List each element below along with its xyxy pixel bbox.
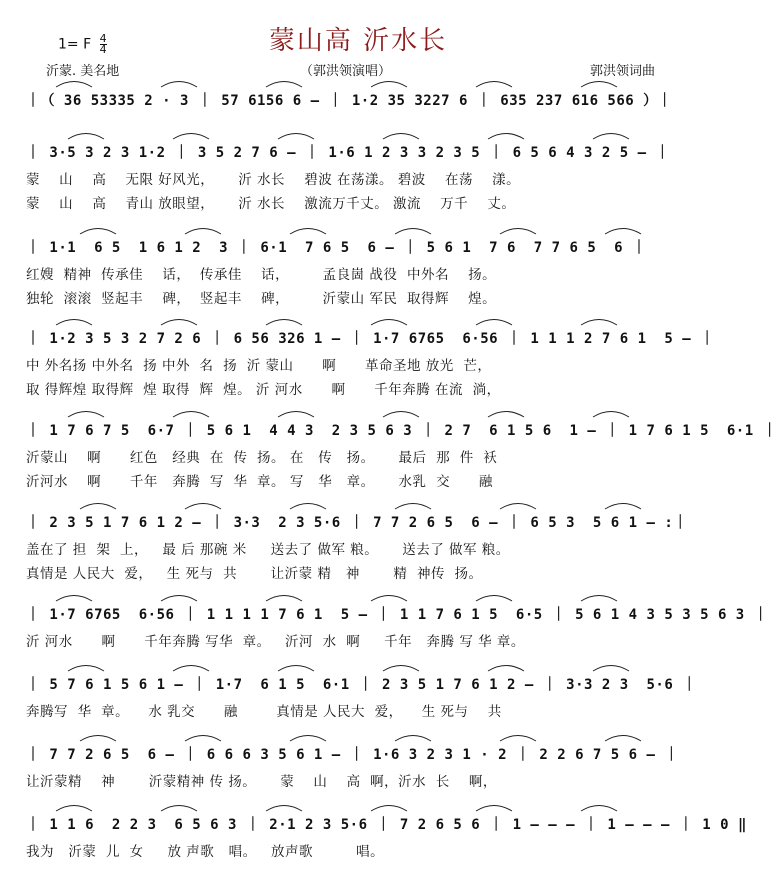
slur-arc [161, 806, 197, 812]
lyric-line: 让沂蒙精 神 沂蒙精神 传 扬。 蒙 山 高 啊，沂水 长 啊， [26, 774, 497, 790]
notation-line: ｜（ 36 53335 2 · 3 ｜ 57 6156 6 – ｜ 1·2 35 3227 6 ｜ 635 237 616 566 ）｜ [26, 93, 673, 109]
lyric-line: 奔腾写 华 章。 水 乳交 融 真情是 人民大 爱， 生 死与 共 [26, 704, 502, 720]
slur-arc [56, 320, 92, 326]
slur-marks [26, 76, 686, 88]
slur-marks [26, 128, 686, 140]
slur-arc [80, 504, 116, 510]
lyricist-credit: 沂蒙. 美名地 [46, 64, 120, 79]
slur-arc [476, 806, 512, 812]
slur-arc [488, 134, 524, 140]
slur-arc [161, 82, 197, 88]
slur-arc [56, 82, 92, 88]
lyric-line: 取 得辉煌 取得辉 煌 取得 辉 煌。 沂 河水 啊 千年奔腾 在流 淌， [26, 382, 501, 398]
notation-line: ｜ 1·1 6 5 1 6 1 2 3 ｜ 6·1 7 6 5 6 – ｜ 5 6 1 7 6 7 7 6 5 6 ｜ [26, 240, 647, 256]
notation-line: ｜ 7 7 2 6 5 6 – ｜ 6 6 6 3 5 6 1 – ｜ 1·6 3 2 3 1 · 2 ｜ 2 2 6 7 5 6 – ｜ [26, 747, 679, 763]
slur-arc [161, 596, 197, 602]
slur-arc [581, 82, 617, 88]
slur-arc [185, 229, 221, 235]
slur-arc [395, 736, 431, 742]
slur-arc [56, 806, 92, 812]
slur-arc [593, 666, 629, 672]
key-signature [58, 34, 107, 55]
slur-marks [26, 406, 686, 418]
slur-marks [26, 498, 686, 510]
lyric-line: 沂 河水 啊 千年奔腾 写华 章。 沂河 水 啊 千年 奔腾 写 华 章。 [26, 634, 525, 650]
notation-line: ｜ 3·5 3 2 3 1·2 ｜ 3 5 2 7 6 – ｜ 1·6 1 2 3 3 2 3 5 ｜ 6 5 6 4 3 2 5 – ｜ [26, 145, 670, 161]
slur-arc [581, 806, 617, 812]
slur-arc [395, 504, 431, 510]
slur-arc [56, 596, 92, 602]
slur-arc [476, 82, 512, 88]
key-label: 1= F [58, 36, 92, 53]
slur-arc [593, 134, 629, 140]
singer-credit: （郭洪领演唱） [300, 64, 392, 79]
time-denominator: 4 [99, 43, 107, 56]
slur-marks [26, 660, 686, 672]
composer-credit: 郭洪领词曲 [590, 64, 656, 79]
lyric-line: 中 外名扬 中外名 扬 中外 名 扬 沂 蒙山 啊 革命圣地 放光 芒， [26, 358, 492, 374]
time-numerator: 4 [99, 32, 107, 45]
slur-arc [581, 320, 617, 326]
slur-arc [290, 736, 326, 742]
slur-arc [371, 806, 407, 812]
lyric-line: 我为 沂蒙 儿 女 放 声歌 唱。 放声歌 唱。 [26, 844, 385, 860]
slur-arc [488, 666, 524, 672]
slur-arc [68, 134, 104, 140]
slur-arc [173, 666, 209, 672]
notation-line: ｜ 1·2 3 5 3 2 7 2 6 ｜ 6 56 326 1 – ｜ 1·7 6765 6·56 ｜ 1 1 1 2 7 6 1 5 – ｜ [26, 331, 715, 347]
slur-arc [581, 596, 617, 602]
song-title: 蒙山高 沂水长 [268, 26, 448, 56]
slur-marks [26, 314, 686, 326]
slur-arc [593, 412, 629, 418]
slur-arc [266, 320, 302, 326]
slur-arc [80, 736, 116, 742]
slur-arc [371, 82, 407, 88]
slur-arc [500, 736, 536, 742]
slur-arc [68, 666, 104, 672]
slur-arc [371, 596, 407, 602]
lyric-line: 蒙 山 高 无限 好风光， 沂 水长 碧波 在荡漾。 碧波 在荡 漾。 [26, 172, 521, 188]
lyric-line: 盖在了 担 架 上， 最 后 那碗 米 送去了 做军 粮。 送去了 做军 粮。 [26, 542, 510, 558]
lyric-line: 蒙 山 高 青山 放眼望， 沂 水长 激流万千丈。 激流 万千 丈。 [26, 196, 516, 212]
notation-line: ｜ 1 1 6 2 2 3 6 5 6 3 ｜ 2·1 2 3 5·6 ｜ 7 2 6 5 6 ｜ 1 – – – ｜ 1 – – – ｜ 1 0 ‖ [26, 817, 747, 833]
notation-line: ｜ 1 7 6 7 5 6·7 ｜ 5 6 1 4 4 3 2 3 5 6 3 ｜ 2 7 6 1 5 6 1 – ｜ 1 7 6 1 5 6·1 ｜ [26, 423, 777, 439]
slur-arc [185, 504, 221, 510]
slur-arc [290, 229, 326, 235]
slur-arc [383, 134, 419, 140]
slur-arc [500, 504, 536, 510]
slur-arc [395, 229, 431, 235]
slur-arc [266, 82, 302, 88]
slur-marks [26, 800, 686, 812]
slur-arc [383, 412, 419, 418]
slur-arc [605, 229, 641, 235]
lyric-line: 独轮 滚滚 竖起丰 碑， 竖起丰 碑， 沂蒙山 军民 取得辉 煌。 [26, 291, 497, 307]
slur-marks [26, 590, 686, 602]
slur-arc [290, 504, 326, 510]
lyric-line: 沂蒙山 啊 红色 经典 在 传 扬。 在 传 扬。 最后 那 件 袄 [26, 450, 498, 466]
notation-line: ｜ 1·7 6765 6·56 ｜ 1 1 1 1 7 6 1 5 – ｜ 1 1 7 6 1 5 6·5 ｜ 5 6 1 4 3 5 3 5 6 3 ｜ [26, 607, 769, 623]
notation-line: ｜ 5 7 6 1 5 6 1 – ｜ 1·7 6 1 5 6·1 ｜ 2 3 5 1 7 6 1 2 – ｜ 3·3 2 3 5·6 ｜ [26, 677, 697, 693]
slur-arc [266, 596, 302, 602]
slur-arc [500, 229, 536, 235]
time-signature [100, 34, 107, 55]
slur-arc [278, 412, 314, 418]
slur-arc [68, 412, 104, 418]
slur-arc [161, 320, 197, 326]
slur-marks [26, 730, 686, 742]
notation-line: ｜ 2 3 5 1 7 6 1 2 – ｜ 3·3 2 3 5·6 ｜ 7 7 2 6 5 6 – ｜ 6 5 3 5 6 1 – :｜ [26, 515, 688, 531]
slur-arc [605, 736, 641, 742]
slur-arc [80, 229, 116, 235]
slur-arc [173, 412, 209, 418]
lyric-line: 沂河水 啊 千年 奔腾 写 华 章。 写 华 章。 水乳 交 融 [26, 474, 493, 490]
slur-arc [278, 666, 314, 672]
slur-arc [173, 134, 209, 140]
slur-arc [476, 320, 512, 326]
slur-arc [266, 806, 302, 812]
slur-arc [488, 412, 524, 418]
lyric-line: 真情是 人民大 爱， 生 死与 共 让沂蒙 精 神 精 神传 扬。 [26, 566, 483, 582]
slur-arc [383, 666, 419, 672]
slur-arc [185, 736, 221, 742]
slur-arc [371, 320, 407, 326]
slur-arc [278, 134, 314, 140]
slur-arc [605, 504, 641, 510]
slur-marks [26, 223, 686, 235]
slur-arc [476, 596, 512, 602]
lyric-line: 红嫂 精神 传承佳 话， 传承佳 话， 孟良崮 战役 中外名 扬。 [26, 267, 497, 283]
